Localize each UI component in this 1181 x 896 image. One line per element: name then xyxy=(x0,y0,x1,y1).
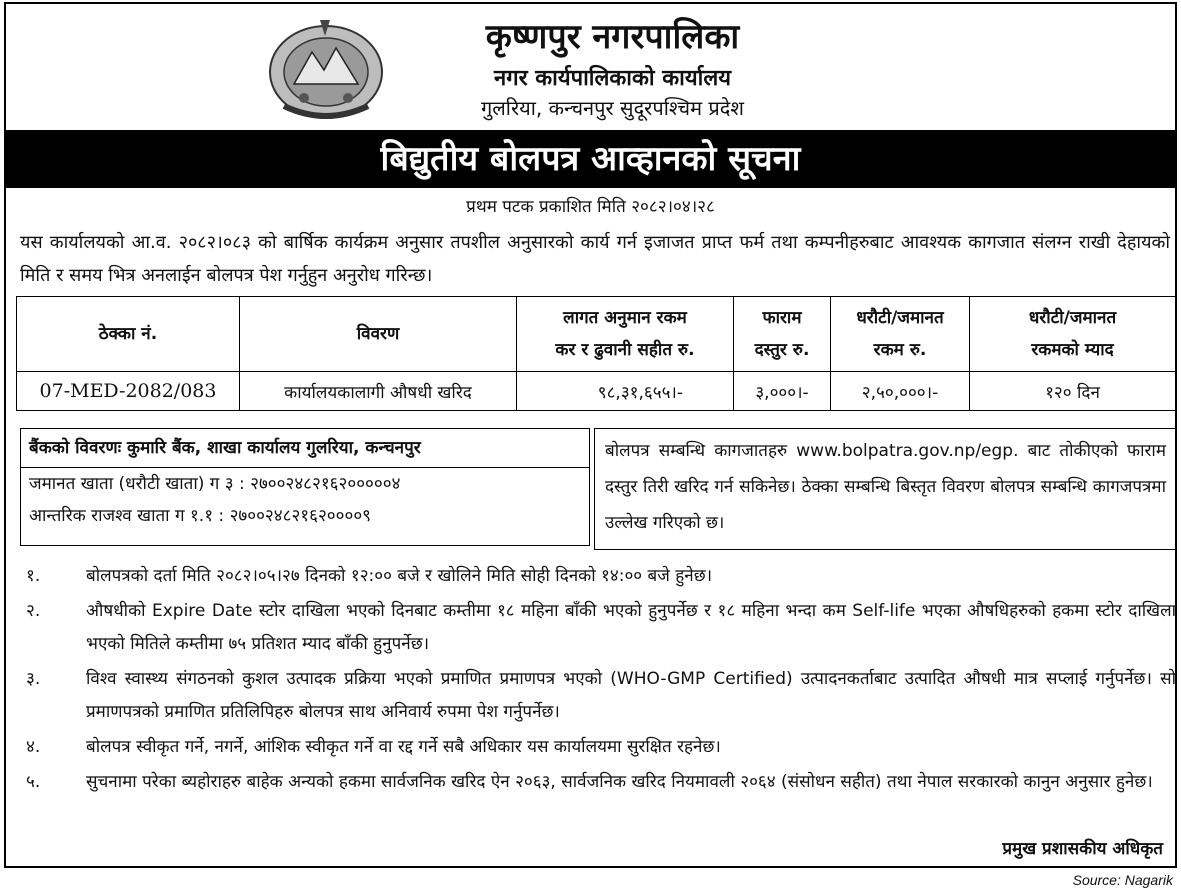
bank-account-line-1: जमानत खाता (धरौटी खाता) ग ३ : २७००२४८२१६२०००००४ xyxy=(29,474,401,494)
bank-heading: बैंकको विवरणः कुमारि बैंक, शाखा कार्यालय गुलरिया, कन्चनपुर xyxy=(21,429,589,468)
notice-banner-title: बिद्युतीय बोलपत्र आव्हानको सूचना xyxy=(6,130,1175,188)
cell-contract-no: 07-MED-2082/083 xyxy=(17,372,240,411)
col-validity: धरौटी/जमानत रकमको म्याद xyxy=(970,297,1176,372)
conditions-list xyxy=(20,560,1176,801)
list-item-number: ५. xyxy=(26,772,41,792)
list-item xyxy=(20,560,1176,593)
list-item-text: सुचनामा परेका ब्यहोराहरु बाहेक अन्यको हकमा सार्वजनिक खरिद ऐन २०६३, सार्वजनिक खरिद नियमावली २०६४ (संसोधन सहीत) तथा नेपाल सरकारको कानुन अनुसार हुनेछ। xyxy=(86,772,1153,792)
list-item-number: १. xyxy=(26,566,41,586)
table-header-row xyxy=(17,297,1176,372)
col-cost: लागत अनुमान रकम कर र ढुवानी सहीत रु. xyxy=(517,297,734,372)
col-deposit: धरौटी/जमानत रकम रु. xyxy=(831,297,970,372)
tender-notice xyxy=(4,2,1177,868)
col-description: विवरण xyxy=(240,297,517,372)
list-item xyxy=(20,663,1176,729)
source-credit: Source: Nagarik xyxy=(1072,872,1173,888)
list-item-text: बोलपत्र स्वीकृत गर्ने, नगर्ने, आंशिक स्वीकृत गर्ने वा रद्द गर्ने सबै अधिकार यस कार्यालयमा सुरक्षित रहनेछ। xyxy=(86,737,721,757)
office-subtitle: नगर कार्यपालिकाको कार्यालय xyxy=(494,66,731,91)
cell-fee: ३,०००।- xyxy=(734,372,831,411)
list-item-text: बोलपत्रको दर्ता मिति २०८२।०५।२७ दिनको १२:०० बजे र खोलिने मिति सोही दिनको १४:०० बजे हुनेछ। xyxy=(86,566,713,586)
list-item xyxy=(20,766,1176,799)
list-item xyxy=(20,731,1176,764)
intro-paragraph: यस कार्यालयको आ.व. २०८२।०८३ को बार्षिक कार्यक्रम अनुसार तपशील अनुसारको कार्य गर्न इजाजत प्राप्त फर्म तथा कम्पनीहरुबाट आवश्यक कागजात संलग्न राखी देहायको मिति र समय भित्र अनलाईन बोलपत्र पेश गर्नुहुन अनुरोध गरिन्छ। xyxy=(20,232,1170,286)
col-fee: फाराम दस्तुर रु. xyxy=(734,297,831,372)
signatory-title: प्रमुख प्रशासकीय अधिकृत xyxy=(1002,839,1163,859)
list-item-text: औषधीको Expire Date स्टोर दाखिला भएको दिनबाट कम्तीमा १८ महिना बाँकी भएको हुनुपर्नेछ र १८ महिना भन्दा कम Self-life भएका औषधिहरुको हकमा स्टोर दाखिला भएको मितिले कम्तीमा ७५ प्रतिशत म्याद बाँकी हुनुपर्नेछ। xyxy=(86,601,1176,654)
cell-cost: ९८,३१,६५५।- xyxy=(517,372,734,411)
bank-account-line-2: आन्तरिक राजश्व खाता ग १.१ : २७००२४८२१६२००००९ xyxy=(29,506,372,526)
list-item-text: विश्व स्वास्थ्य संगठनको कुशल उत्पादक प्रक्रिया भएको प्रमाणित प्रमाणपत्र भएको (WHO-GMP Certified) उत्पादनकर्ताबाट उत्पादित औषधी मात्र सप्लाई गर्नुपर्नेछ। सो प्रमाणपत्रको प्रमाणित प्रतिलिपिहरु बोलपत्र साथ अनिवार्य रुपमा पेश गर्नुपर्नेछ। xyxy=(86,669,1176,722)
cell-deposit: २,५०,०००।- xyxy=(831,372,970,411)
list-item-number: ४. xyxy=(26,737,41,757)
cell-validity: १२० दिन xyxy=(970,372,1176,411)
documents-note: बोलपत्र सम्बन्धि कागजातहरु www.bolpatra.gov.np/egp. बाट तोकीएको फाराम दस्तुर तिरी खरिद गर्न सकिनेछ। ठेक्का सम्बन्धि बिस्तृत विवरण बोलपत्र सम्बन्धि कागजपत्रमा उल्लेख गरिएको छ। xyxy=(594,428,1177,550)
cell-description: कार्यालयकालागी औषधी खरिद xyxy=(240,372,517,411)
list-item-number: ३. xyxy=(26,669,41,689)
table-row xyxy=(17,372,1176,411)
list-item xyxy=(20,595,1176,661)
list-item-number: २. xyxy=(26,601,41,621)
col-contract-no: ठेक्का नं. xyxy=(17,297,240,372)
municipality-title: कृष्णपुर नगरपालिका xyxy=(485,17,740,57)
office-address: गुलरिया, कन्चनपुर सुदूरपश्चिम प्रदेश xyxy=(480,96,745,120)
bank-details-box xyxy=(20,428,590,546)
tender-table xyxy=(16,296,1176,411)
published-date: प्रथम पटक प्रकाशित मिति २०८२।०४।२८ xyxy=(466,197,715,217)
